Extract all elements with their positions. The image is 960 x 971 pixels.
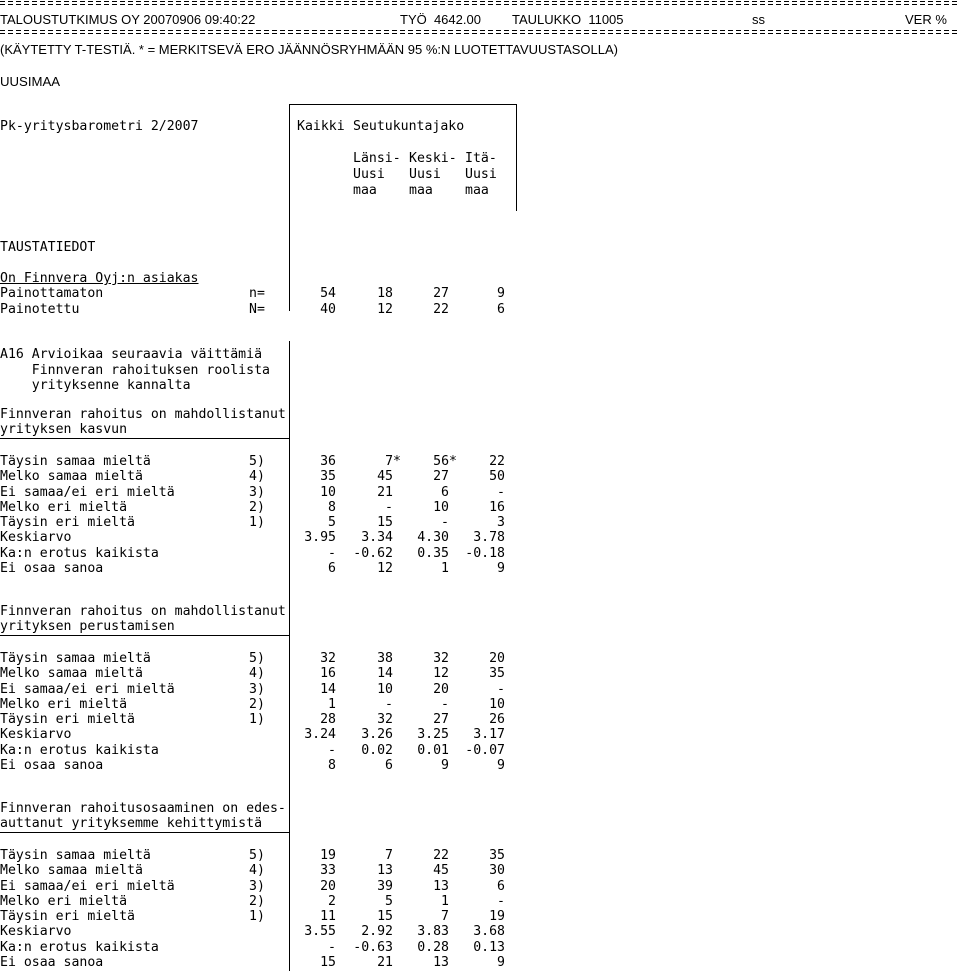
section-row-value: 16 <box>489 500 505 515</box>
section-row-value: 10 <box>489 697 505 712</box>
section-row-label: Täysin eri mieltä <box>0 515 135 530</box>
section-row-value: 7 <box>441 909 449 924</box>
background-row-value: 9 <box>497 286 505 301</box>
header-ss: ss <box>752 12 765 27</box>
section-row-value: 5 <box>328 515 336 530</box>
col-group-label: Seutukuntajako <box>353 119 465 134</box>
section-row-value: 39 <box>377 879 393 894</box>
section-row-value: 13 <box>433 879 449 894</box>
section-row-value: 15 <box>320 955 336 970</box>
section-row-code: 5) <box>249 454 265 469</box>
background-title: TAUSTATIEDOT <box>0 240 96 255</box>
section-row-label: Ei samaa/ei eri mieltä <box>0 879 175 894</box>
section-row-label: Täysin samaa mieltä <box>0 848 151 863</box>
header-org: TALOUSTUTKIMUS OY 20070906 09:40:22 <box>0 12 256 27</box>
col-sub-1-1: Uusi <box>409 167 441 182</box>
section-row-value: 3 <box>497 515 505 530</box>
section-title-underline <box>0 832 289 833</box>
section-row-value: 13 <box>377 863 393 878</box>
section-row-label: Ei osaa sanoa <box>0 758 104 773</box>
section-row-value: 10 <box>377 682 393 697</box>
report-header <box>0 12 960 28</box>
section-row-value: 1 <box>441 561 449 576</box>
col-sub-0-2: maa <box>353 183 377 198</box>
col-sub-0-1: Uusi <box>353 167 385 182</box>
section-row-label: Täysin samaa mieltä <box>0 454 151 469</box>
header-job: TYÖ 4642.00 <box>400 12 481 27</box>
section-row-value: 13 <box>433 955 449 970</box>
section-row-label: Täysin eri mieltä <box>0 712 135 727</box>
section-row-value: 19 <box>489 909 505 924</box>
section-row-label: Melko samaa mieltä <box>0 469 143 484</box>
section-row-value: 14 <box>377 666 393 681</box>
section-row-code: 3) <box>249 879 265 894</box>
section-row-code: 4) <box>249 863 265 878</box>
section-row-value: -0.18 <box>465 546 505 561</box>
section-row-value: 22 <box>433 848 449 863</box>
section-row-code: 1) <box>249 909 265 924</box>
section-title-line-2: yrityksen perustamisen <box>0 619 175 634</box>
section-row-value: 35 <box>489 848 505 863</box>
section-title-line-1: Finnveran rahoitus on mahdollistanut <box>0 407 286 422</box>
section-row-value: 7 <box>385 848 393 863</box>
section-row-value: 15 <box>377 515 393 530</box>
section-row-label: Melko eri mieltä <box>0 697 128 712</box>
section-row-value: - <box>385 500 393 515</box>
section-row-value: 2 <box>328 894 336 909</box>
col-header-top <box>289 104 517 105</box>
section-row-label: Ka:n erotus kaikista <box>0 940 159 955</box>
section-row-code: 3) <box>249 682 265 697</box>
section-row-value: 1 <box>328 697 336 712</box>
section-row-value: 6 <box>385 758 393 773</box>
top-rule <box>0 1 960 6</box>
section-row-value: 26 <box>489 712 505 727</box>
section-row-value: 20 <box>489 651 505 666</box>
section-row-value: - <box>328 743 336 758</box>
section-row-value: 45 <box>377 469 393 484</box>
section-row-value: 3.26 <box>361 727 393 742</box>
section-row-value: 9 <box>497 758 505 773</box>
background-row-value: 22 <box>433 302 449 317</box>
section-row-code: 1) <box>249 515 265 530</box>
section-row-value: 3.68 <box>473 924 505 939</box>
section-row-value: 32 <box>377 712 393 727</box>
section-row-value: 3.24 <box>304 727 336 742</box>
section-row-value: 15 <box>377 909 393 924</box>
section-row-value: 3.83 <box>417 924 449 939</box>
col-total-label: Kaikki <box>297 119 345 134</box>
background-row-value: 6 <box>497 302 505 317</box>
col-divider-left-2 <box>289 341 290 971</box>
section-row-value: 20 <box>433 682 449 697</box>
background-row-value: 12 <box>377 302 393 317</box>
section-row-value: 21 <box>377 955 393 970</box>
region-title: UUSIMAA <box>0 74 61 89</box>
header-table: TAULUKKO 11005 <box>512 12 624 27</box>
section-row-value: 7* <box>385 454 401 469</box>
col-divider-right <box>516 104 517 211</box>
section-row-value: 1 <box>441 894 449 909</box>
section-title-underline <box>0 438 289 439</box>
background-row-code: n= <box>249 286 265 301</box>
section-row-value: 0.35 <box>417 546 449 561</box>
section-row-value: 27 <box>433 469 449 484</box>
section-row-value: 3.25 <box>417 727 449 742</box>
col-sub-2-0: Itä- <box>465 151 497 166</box>
col-sub-1-0: Keski- <box>409 151 457 166</box>
col-sub-2-2: maa <box>465 183 489 198</box>
section-row-label: Ka:n erotus kaikista <box>0 743 159 758</box>
section-row-label: Ei osaa sanoa <box>0 955 104 970</box>
section-row-value: 28 <box>320 712 336 727</box>
header-ver: VER % <box>905 12 947 27</box>
section-row-value: 10 <box>433 500 449 515</box>
section-row-code: 5) <box>249 651 265 666</box>
background-row-value: 54 <box>320 286 336 301</box>
section-row-value: 56* <box>433 454 457 469</box>
section-row-value: 30 <box>489 863 505 878</box>
section-row-value: 6 <box>328 561 336 576</box>
section-row-value: 35 <box>320 469 336 484</box>
section-row-value: - <box>497 894 505 909</box>
col-sub-2-1: Uusi <box>465 167 497 182</box>
background-row-label: Painotettu <box>0 302 80 317</box>
section-row-label: Melko eri mieltä <box>0 894 128 909</box>
section-row-code: 3) <box>249 485 265 500</box>
col-divider-left <box>289 104 290 311</box>
survey-title: Pk-yritysbarometri 2/2007 <box>0 119 199 134</box>
section-row-value: - <box>441 515 449 530</box>
section-row-value: 3.55 <box>304 924 336 939</box>
section-row-value: 9 <box>441 758 449 773</box>
section-row-label: Melko samaa mieltä <box>0 863 143 878</box>
section-row-value: - <box>497 485 505 500</box>
question-line-2: Finnveran rahoituksen roolista <box>0 363 270 378</box>
section-row-value: 8 <box>328 758 336 773</box>
section-row-value: 3.78 <box>473 530 505 545</box>
section-row-code: 2) <box>249 697 265 712</box>
section-row-value: 11 <box>320 909 336 924</box>
subtitle: (KÄYTETTY T-TESTIÄ. * = MERKITSEVÄ ERO JÄÄNNÖSRYHMÄÄN 95 %:N LUOTETTAVUUSTASOLLA) <box>0 42 618 57</box>
section-row-value: 6 <box>441 485 449 500</box>
background-row-value: 27 <box>433 286 449 301</box>
section-row-code: 1) <box>249 712 265 727</box>
section-row-value: 5 <box>385 894 393 909</box>
section-row-code: 2) <box>249 500 265 515</box>
section-row-value: 22 <box>489 454 505 469</box>
section-row-value: 45 <box>433 863 449 878</box>
section-row-value: 21 <box>377 485 393 500</box>
section-row-label: Ei osaa sanoa <box>0 561 104 576</box>
section-row-code: 4) <box>249 469 265 484</box>
section-title-line-1: Finnveran rahoitus on mahdollistanut <box>0 604 286 619</box>
section-row-code: 2) <box>249 894 265 909</box>
section-row-value: 0.02 <box>361 743 393 758</box>
section-row-code: 5) <box>249 848 265 863</box>
section-row-value: - <box>497 682 505 697</box>
section-row-value: 14 <box>320 682 336 697</box>
section-row-label: Täysin samaa mieltä <box>0 651 151 666</box>
section-row-value: -0.62 <box>353 546 393 561</box>
section-row-value: 16 <box>320 666 336 681</box>
section-row-label: Melko eri mieltä <box>0 500 128 515</box>
section-row-label: Keskiarvo <box>0 924 72 939</box>
section-row-value: - <box>441 697 449 712</box>
section-row-value: -0.63 <box>353 940 393 955</box>
section-row-value: 32 <box>320 651 336 666</box>
section-title-line-1: Finnveran rahoitusosaaminen on edes- <box>0 801 286 816</box>
section-row-value: - <box>328 940 336 955</box>
background-filter: On Finnvera Oyj:n asiakas <box>0 271 199 286</box>
section-row-value: 0.01 <box>417 743 449 758</box>
section-row-value: 3.17 <box>473 727 505 742</box>
col-sub-0-0: Länsi- <box>353 151 401 166</box>
background-row-label: Painottamaton <box>0 286 104 301</box>
section-row-value: 35 <box>489 666 505 681</box>
section-row-value: 2.92 <box>361 924 393 939</box>
section-row-value: 33 <box>320 863 336 878</box>
section-row-label: Keskiarvo <box>0 727 72 742</box>
section-row-value: - <box>385 697 393 712</box>
section-title-underline <box>0 635 289 636</box>
section-row-value: 9 <box>497 955 505 970</box>
section-row-label: Keskiarvo <box>0 530 72 545</box>
section-row-value: - <box>328 546 336 561</box>
section-row-value: 12 <box>433 666 449 681</box>
section-row-value: 3.34 <box>361 530 393 545</box>
section-row-value: -0.07 <box>465 743 505 758</box>
section-row-value: 50 <box>489 469 505 484</box>
section-row-code: 4) <box>249 666 265 681</box>
section-row-value: 27 <box>433 712 449 727</box>
section-row-value: 36 <box>320 454 336 469</box>
section-row-label: Täysin eri mieltä <box>0 909 135 924</box>
background-row-value: 40 <box>320 302 336 317</box>
section-title-line-2: yrityksen kasvun <box>0 422 128 437</box>
section-row-value: 8 <box>328 500 336 515</box>
section-row-value: 4.30 <box>417 530 449 545</box>
col-sub-1-2: maa <box>409 183 433 198</box>
section-row-value: 9 <box>497 561 505 576</box>
section-row-value: 3.95 <box>304 530 336 545</box>
section-row-value: 6 <box>497 879 505 894</box>
section-row-label: Ei samaa/ei eri mieltä <box>0 485 175 500</box>
background-row-code: N= <box>249 302 265 317</box>
section-row-label: Ei samaa/ei eri mieltä <box>0 682 175 697</box>
section-row-label: Melko samaa mieltä <box>0 666 143 681</box>
question-line-1: A16 Arvioikaa seuraavia väittämiä <box>0 347 263 362</box>
section-row-value: 0.13 <box>473 940 505 955</box>
background-row-value: 18 <box>377 286 393 301</box>
section-row-value: 20 <box>320 879 336 894</box>
header-rule <box>0 30 960 35</box>
section-row-value: 38 <box>377 651 393 666</box>
section-row-value: 0.28 <box>417 940 449 955</box>
section-row-value: 32 <box>433 651 449 666</box>
question-line-3: yrityksenne kannalta <box>0 378 191 393</box>
section-row-value: 12 <box>377 561 393 576</box>
section-row-label: Ka:n erotus kaikista <box>0 546 159 561</box>
section-title-line-2: auttanut yrityksemme kehittymistä <box>0 816 263 831</box>
section-row-value: 10 <box>320 485 336 500</box>
section-row-value: 19 <box>320 848 336 863</box>
